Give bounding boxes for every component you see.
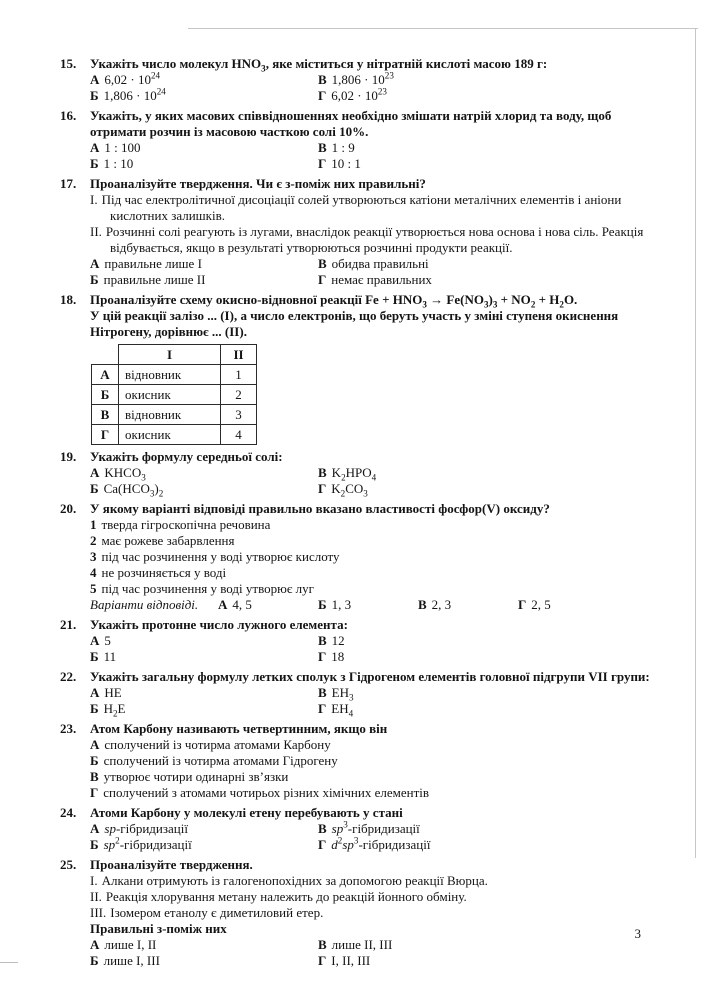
item-text: тверда гігроскопічна речовина	[101, 517, 271, 532]
conclusion-text: Правильні з-поміж них	[90, 921, 227, 936]
option-letter: Б	[90, 701, 99, 716]
variants-label: Варіанти відповіді.	[90, 597, 199, 612]
option-letter: Г	[518, 597, 527, 612]
option-text: лише ІІ, ІІІ	[331, 937, 393, 952]
option-text: сполучений з атомами чотирьох різних хімічних елементів	[103, 785, 430, 800]
option-letter: Г	[318, 649, 327, 664]
option-letter: Б	[90, 753, 99, 768]
option-v	[90, 769, 657, 785]
option-letter: Г	[318, 481, 327, 496]
question-24	[60, 805, 657, 853]
option-letter: Г	[318, 272, 327, 287]
option-text: 10 : 1	[331, 156, 361, 171]
question-stem: Укажіть загальну формулу летких сполук з Гідрогеном елементів головної підгрупи VII групи:	[90, 669, 650, 684]
option-text: $KHCO_3$	[104, 465, 146, 483]
question-stem: Проаналізуйте схему окисно-відновної реакції $Fe + HNO_3 \to Fe(NO_3)_3 + NO_2 + H_2O$.	[90, 292, 578, 310]
property-item	[90, 549, 657, 565]
page-number: 3	[634, 926, 641, 941]
option-text: 11	[103, 649, 117, 664]
statement-1	[90, 192, 657, 224]
option-b	[90, 88, 318, 104]
option-g	[318, 649, 657, 665]
statement-label: ІІ.	[90, 224, 102, 239]
option-text: $EH_3$	[331, 685, 354, 703]
option-v	[318, 72, 657, 88]
option-text: $sp^3$-гібридизації	[331, 819, 420, 836]
option-text: $H_2E$	[103, 701, 126, 719]
option-letter: Г	[318, 156, 327, 171]
table-value: 3	[221, 405, 257, 425]
option-a	[90, 821, 318, 837]
option-a	[90, 633, 318, 649]
option-g	[318, 481, 657, 497]
option-text: 1, 3	[331, 597, 352, 612]
option-letter: А	[90, 685, 100, 700]
option-text: $Ca(HCO_3)_2$	[103, 481, 164, 499]
option-letter: Г	[318, 88, 327, 103]
option-text: 1 : 10	[103, 156, 134, 171]
option-b	[318, 597, 418, 613]
option-text: сполучений із чотирма атомами Гідрогену	[103, 753, 338, 768]
item-text: не розчиняється у воді	[101, 565, 227, 580]
option-text: 5	[104, 633, 111, 648]
question-number: 19.	[60, 449, 77, 464]
question-25	[60, 857, 657, 969]
option-v	[318, 256, 657, 272]
table-letter: А	[92, 365, 119, 385]
table-header-row	[92, 345, 257, 365]
option-letter: А	[90, 937, 100, 952]
options	[90, 685, 657, 717]
table-role: відновник	[119, 405, 221, 425]
options	[90, 72, 657, 104]
option-letter: В	[318, 465, 327, 480]
option-text: $EH_4$	[331, 701, 354, 719]
option-g	[318, 953, 657, 969]
option-v	[318, 685, 657, 701]
option-letter: Б	[90, 953, 99, 968]
table-role: відновник	[119, 365, 221, 385]
question-number: 21.	[60, 617, 77, 632]
option-letter: В	[318, 821, 327, 836]
options	[90, 633, 657, 665]
question-21	[60, 617, 657, 665]
question-22	[60, 669, 657, 717]
option-letter: Г	[318, 837, 327, 852]
option-letter: Г	[318, 701, 327, 716]
question-17	[60, 176, 657, 288]
option-letter: В	[318, 685, 327, 700]
options	[90, 140, 657, 172]
option-a	[90, 937, 318, 953]
option-b	[90, 837, 318, 853]
option-text: 12	[331, 633, 345, 648]
table-value: 4	[221, 425, 257, 445]
option-a	[90, 737, 657, 753]
option-v	[318, 465, 657, 481]
option-b	[90, 272, 318, 288]
table-header-1: І	[119, 345, 221, 365]
statement-text: Реакція хлорування метану належить до реакцій йонного обміну.	[105, 889, 467, 904]
options	[90, 821, 657, 853]
option-text: 2, 3	[431, 597, 452, 612]
option-text: обидва правильні	[331, 256, 429, 271]
option-text: 2, 5	[531, 597, 551, 612]
table-letter: Б	[92, 385, 119, 405]
option-letter: В	[318, 937, 327, 952]
option-b	[90, 953, 318, 969]
option-text: sp-гібридизації	[104, 821, 188, 836]
item-number: 5	[90, 581, 97, 596]
property-item	[90, 581, 657, 597]
option-a	[218, 597, 318, 613]
option-text: утворює чотири одинарні зв’язки	[103, 769, 289, 784]
option-text: лише І, ІІІ	[103, 953, 160, 968]
statement-1	[90, 873, 657, 889]
item-text: має рожеве забарвлення	[101, 533, 235, 548]
option-text: $sp^2$-гібридизації	[103, 835, 192, 852]
option-text: $1,806 \cdot 10^{24}$	[103, 86, 166, 103]
table-blank-cell	[92, 345, 119, 365]
question-number: 16.	[60, 108, 77, 123]
question-stem: Укажіть протонне число лужного елемента:	[90, 617, 348, 632]
question-number: 20.	[60, 501, 77, 516]
option-v	[318, 937, 657, 953]
option-letter: Б	[90, 649, 99, 664]
option-letter: А	[218, 597, 228, 612]
option-text: $6,02 \cdot 10^{23}$	[331, 86, 387, 103]
table-letter: Г	[92, 425, 119, 445]
question-number: 25.	[60, 857, 77, 872]
option-letter: А	[90, 633, 100, 648]
statement-label: ІІ.	[90, 889, 102, 904]
option-g	[318, 156, 657, 172]
statement-3	[90, 905, 657, 921]
option-letter: Б	[90, 88, 99, 103]
question-20	[60, 501, 657, 613]
question-stem: Укажіть формулу середньої солі:	[90, 449, 283, 464]
statement-text: Під час електролітичної дисоціації солей утворюються катіони металічних елементів і аніони кислотних залишків.	[101, 192, 622, 223]
question-number: 15.	[60, 56, 77, 71]
question-16	[60, 108, 657, 172]
table-role: окисник	[119, 425, 221, 445]
statement-label: І.	[90, 873, 98, 888]
property-item	[90, 565, 657, 581]
table-letter: В	[92, 405, 119, 425]
option-text: $6,02 \cdot 10^{24}$	[104, 70, 161, 87]
option-text: HE	[104, 685, 122, 700]
option-g	[318, 837, 657, 853]
option-a	[90, 140, 318, 156]
question-number: 24.	[60, 805, 77, 820]
options	[90, 256, 657, 288]
statement-2	[90, 889, 657, 905]
option-text: правильне лише І	[104, 256, 202, 271]
option-letter: Б	[318, 597, 327, 612]
question-19	[60, 449, 657, 497]
option-letter: Б	[90, 837, 99, 852]
option-text: немає правильних	[331, 272, 432, 287]
question-number: 23.	[60, 721, 77, 736]
question-stem: У якому варіанті відповіді правильно вказано властивості фосфор(V) оксиду?	[90, 501, 550, 516]
question-number: 18.	[60, 292, 77, 307]
table-row	[92, 425, 257, 445]
statement-text: Ізомером етанолу є диметиловий етер.	[110, 905, 324, 920]
option-letter: А	[90, 140, 100, 155]
option-v	[318, 140, 657, 156]
option-text: І, ІІ, ІІІ	[331, 953, 371, 968]
option-b	[90, 156, 318, 172]
table-value: 1	[221, 365, 257, 385]
option-b	[90, 701, 318, 717]
option-v	[418, 597, 518, 613]
option-letter: Г	[318, 953, 327, 968]
option-letter: Б	[90, 156, 99, 171]
question-stem: Проаналізуйте твердження.	[90, 857, 253, 872]
question-stem-continued: У цій реакції залізо ... (І), а число електронів, що беруть участь у зміні ступеня окиснення Нітрогену, дорівнює ... (ІІ).	[90, 308, 619, 339]
option-text: $K_2HPO_4$	[331, 465, 377, 483]
statement-text: Розчинні солі реагують із лугами, внаслідок реакції утворюється нова основа і нова сіль. Реакція відбувається, якщо в результаті утворюються розчинні продукти реакції.	[105, 224, 644, 255]
option-a	[90, 465, 318, 481]
option-g	[318, 88, 657, 104]
option-letter: В	[90, 769, 99, 784]
statement-2	[90, 224, 657, 256]
option-letter: Б	[90, 272, 99, 287]
answer-variants	[90, 597, 657, 613]
option-letter: А	[90, 465, 100, 480]
table-value: 2	[221, 385, 257, 405]
option-g	[518, 597, 618, 613]
property-item	[90, 533, 657, 549]
table-role: окисник	[119, 385, 221, 405]
option-text: 1 : 100	[104, 140, 141, 155]
option-letter: Г	[90, 785, 99, 800]
question-15	[60, 56, 657, 104]
option-text: правильне лише ІІ	[103, 272, 206, 287]
options	[90, 465, 657, 497]
option-b	[90, 753, 657, 769]
option-a	[90, 72, 318, 88]
statement-text: Алкани отримують із галогенопохідних за допомогою реакції Вюрца.	[101, 873, 488, 888]
option-letter: А	[90, 72, 100, 87]
item-number: 3	[90, 549, 97, 564]
option-letter: В	[418, 597, 427, 612]
table-row	[92, 365, 257, 385]
option-text: 18	[331, 649, 345, 664]
item-text: під час розчинення у воді утворює кислоту	[101, 549, 340, 564]
item-text: під час розчинення у воді утворює луг	[101, 581, 314, 596]
option-a	[90, 685, 318, 701]
option-v	[318, 821, 657, 837]
statement-label: І.	[90, 192, 98, 207]
question-stem: Атоми Карбону у молекулі етену перебувають у стані	[90, 805, 403, 820]
table-header-2: ІІ	[221, 345, 257, 365]
option-letter: В	[318, 256, 327, 271]
statement-label: ІІІ.	[90, 905, 107, 920]
option-g	[318, 272, 657, 288]
option-text: $1,806 \cdot 10^{23}$	[331, 70, 394, 87]
option-b	[90, 481, 318, 497]
option-letter: В	[318, 633, 327, 648]
options	[90, 937, 657, 969]
question-stem: Укажіть число молекул $HNO_3$, яке міститься у нітратній кислоті масою 189 г:	[90, 56, 548, 74]
question-stem: Проаналізуйте твердження. Чи є з-поміж них правильні?	[90, 176, 426, 191]
option-g	[318, 701, 657, 717]
option-letter: В	[318, 140, 327, 155]
option-text: $K_2CO_3$	[331, 481, 368, 499]
table-row	[92, 405, 257, 425]
option-letter: В	[318, 72, 327, 87]
option-text: лише І, ІІ	[104, 937, 157, 952]
question-18	[60, 292, 657, 445]
option-letter: А	[90, 256, 100, 271]
item-number: 2	[90, 533, 97, 548]
question-number: 17.	[60, 176, 77, 191]
question-stem: Атом Карбону називають четвертинним, якщо він	[90, 721, 388, 736]
option-b	[90, 649, 318, 665]
property-item	[90, 517, 657, 533]
option-a	[90, 256, 318, 272]
option-text: 4, 5	[232, 597, 252, 612]
item-number: 4	[90, 565, 97, 580]
question-number: 22.	[60, 669, 77, 684]
item-number: 1	[90, 517, 97, 532]
answer-table	[91, 344, 257, 445]
option-text: $d^2sp^3$-гібридизації	[331, 835, 431, 852]
question-23	[60, 721, 657, 801]
option-v	[318, 633, 657, 649]
option-text: 1 : 9	[331, 140, 355, 155]
table-row	[92, 385, 257, 405]
option-g	[90, 785, 657, 801]
option-letter: А	[90, 737, 100, 752]
option-text: сполучений із чотирма атомами Карбону	[104, 737, 331, 752]
option-letter: Б	[90, 481, 99, 496]
option-letter: А	[90, 821, 100, 836]
property-list	[90, 517, 657, 597]
question-stem: Укажіть, у яких масових співвідношеннях необхідно змішати натрій хлорид та воду, щоб отримати розчин із масовою часткою солі 10%.	[90, 108, 612, 139]
options	[90, 737, 657, 801]
